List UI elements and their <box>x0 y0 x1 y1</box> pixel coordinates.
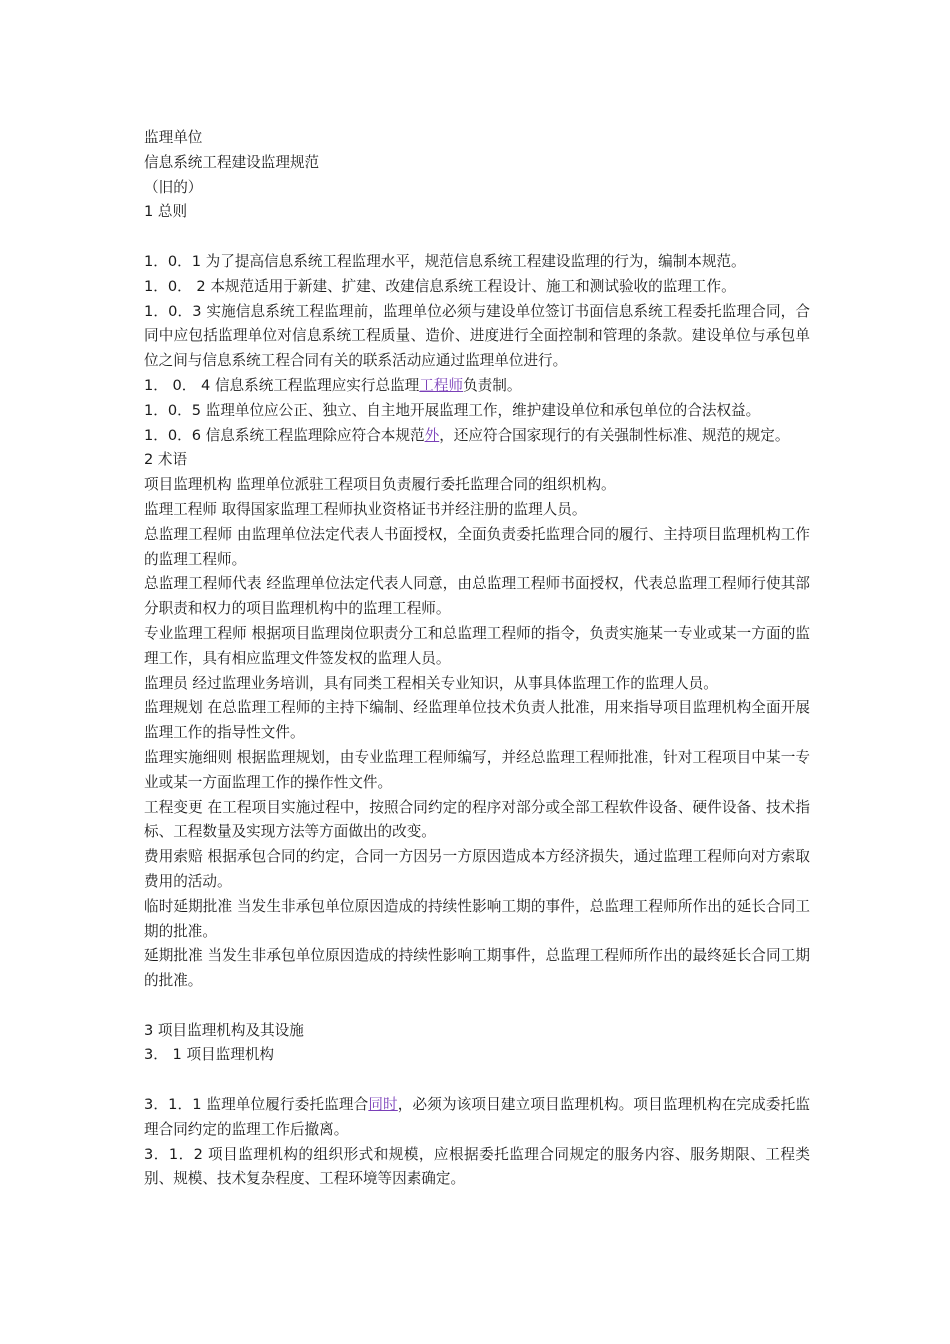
clause-text: 3．1．1 监理单位履行委托监理合 <box>144 1096 369 1114</box>
term-definition: 临时延期批准 当发生非承包单位原因造成的持续性影响工期的事件，总监理工程师所作出的延长合同工期的批准。 <box>144 897 810 940</box>
outside-link[interactable]: 外 <box>424 426 440 444</box>
clause-3-1-2: 3．1．2 项目监理机构的组织形式和规模，应根据委托监理合同规定的服务内容、服务期限、工程类别、规模、技术复杂程度、工程环境等因素确定。 <box>144 1145 810 1188</box>
section-1-heading: 1 总则 <box>144 203 188 221</box>
clause-1-0-3: 1．0．3 实施信息系统工程监理前，监理单位必须与建设单位签订书面信息系统工程委托监理合同，合同中应包括监理单位对信息系统工程质量、造价、进度进行全面控制和管理的条款。建设单位与承包单位之间与信息系统工程合同有关的联系活动应通过监理单位进行。 <box>144 302 810 370</box>
term-definition: 监理规划 在总监理工程师的主持下编制、经监理单位技术负责人批准，用来指导项目监理机构全面开展监理工作的指导性文件。 <box>144 699 810 742</box>
engineer-link[interactable]: 工程师 <box>419 376 464 394</box>
term-definition: 延期批准 当发生非承包单位原因造成的持续性影响工期事件，总监理工程师所作出的最终延长合同工期的批准。 <box>144 947 810 990</box>
clause-3-1-1 <box>144 1093 810 1143</box>
blank-line <box>144 225 810 250</box>
clause-text: 1．0．6 信息系统工程监理除应符合本规范 <box>144 426 425 444</box>
clause-1-0-4 <box>144 374 810 399</box>
term-definition: 监理实施细则 根据监理规划，由专业监理工程师编写，并经总监理工程师批准，针对工程项目中某一专业或某一方面监理工作的操作性文件。 <box>144 748 810 791</box>
section-3-heading: 3 项目监理机构及其设施 <box>144 1021 304 1039</box>
version-note: （旧的） <box>144 178 203 196</box>
term-definition: 专业监理工程师 根据项目监理岗位职责分工和总监理工程师的指令，负责实施某一专业或某一方面的监理工作，具有相应监理文件签发权的监理人员。 <box>144 624 810 667</box>
term-definition: 总监理工程师 由监理单位法定代表人书面授权，全面负责委托监理合同的履行、主持项目监理机构工作的监理工程师。 <box>144 525 810 568</box>
section-2-heading: 2 术语 <box>144 451 188 469</box>
clause-1-0-1: 1．0．1 为了提高信息系统工程监理水平，规范信息系统工程建设监理的行为，编制本规范。 <box>144 252 746 270</box>
clause-1-0-6 <box>144 424 810 449</box>
clause-text: 1． 0． 4 信息系统工程监理应实行总监理 <box>144 376 420 394</box>
simultaneously-link[interactable]: 同时 <box>368 1096 398 1114</box>
term-definition: 工程变更 在工程项目实施过程中，按照合同约定的程序对部分或全部工程软件设备、硬件设备、技术指标、工程数量及实现方法等方面做出的改变。 <box>144 798 810 841</box>
section-3-1-heading: 3． 1 项目监理机构 <box>144 1046 275 1064</box>
blank-line <box>144 994 810 1019</box>
term-definition: 监理员 经过监理业务培训，具有同类工程相关专业知识，从事具体监理工作的监理人员。 <box>144 674 718 692</box>
term-definition: 项目监理机构 监理单位派驻工程项目负责履行委托监理合同的组织机构。 <box>144 476 616 494</box>
term-definition: 总监理工程师代表 经监理单位法定代表人同意，由总监理工程师书面授权，代表总监理工程师行使其部分职责和权力的项目监理机构中的监理工程师。 <box>144 575 810 618</box>
document-title: 信息系统工程建设监理规范 <box>144 153 320 171</box>
clause-text: ，必须为该项目建立项目监理机构。项目监理机构在完成委托监理合同约定的监理工作后撤离。 <box>144 1096 810 1138</box>
blank-line <box>144 1068 810 1093</box>
clause-text: ，还应符合国家现行的有关强制性标准、规范的规定。 <box>439 426 790 444</box>
clause-text: 负责制。 <box>463 376 522 394</box>
document-page <box>144 126 810 1192</box>
clause-1-0-2: 1．0． 2 本规范适用于新建、扩建、改建信息系统工程设计、施工和测试验收的监理工作。 <box>144 277 736 295</box>
clause-1-0-5: 1．0．5 监理单位应公正、独立、自主地开展监理工作，维护建设单位和承包单位的合法权益。 <box>144 401 761 419</box>
term-definition: 费用索赔 根据承包合同的约定，合同一方因另一方原因造成本方经济损失，通过监理工程师向对方索取费用的活动。 <box>144 848 810 890</box>
org-name: 监理单位 <box>144 129 203 146</box>
term-definition: 监理工程师 取得国家监理工程师执业资格证书并经注册的监理人员。 <box>144 500 587 518</box>
